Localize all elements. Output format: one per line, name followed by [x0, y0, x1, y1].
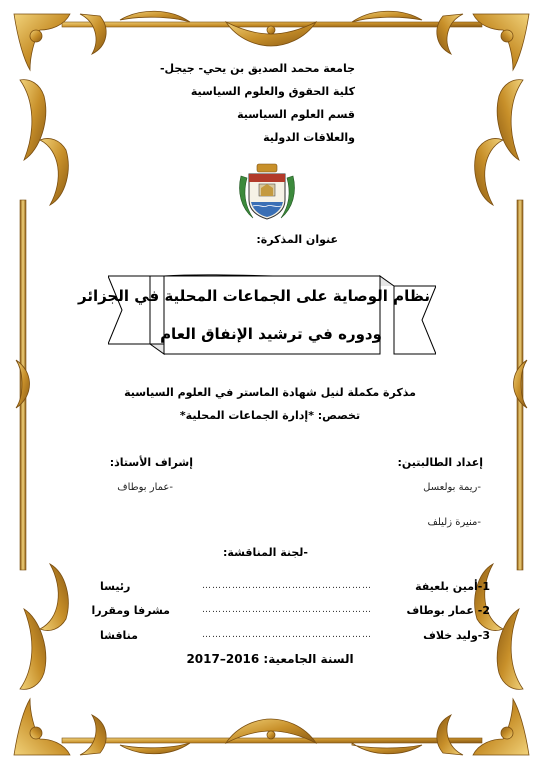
corner-ornament-top-right	[437, 14, 529, 205]
department-name-line2: والعلاقات الدولية	[263, 131, 355, 144]
jury-row	[100, 626, 490, 644]
university-name: جامعة محمد الصديق بن يحي- جيجل-	[159, 62, 355, 75]
jury-dots: ……………………………………………	[202, 605, 372, 615]
jury-row	[91, 601, 490, 619]
memo-title-line2: ودوره في ترشيد الإنفاق العام	[160, 325, 382, 343]
department-name: قسم العلوم السياسية	[237, 108, 355, 121]
right-mid-ornament	[514, 360, 528, 408]
institution-header	[159, 57, 355, 149]
jury-member-role: مشرفا ومقررا	[91, 603, 170, 617]
supervisor-name: -عمار بوطاف	[117, 482, 173, 493]
memo-purpose: مذكرة مكملة لنيل شهادة الماستر في العلوم السياسية	[124, 386, 416, 399]
student-name-1: -ريمة بولعسل	[423, 482, 481, 493]
memo-specialty: تخصص: *إدارة الجماعات المحلية*	[179, 409, 361, 422]
jury-member-role: مناقشا	[100, 628, 138, 642]
supervisor-label: إشراف الأستاذ:	[109, 456, 193, 469]
title-ribbon	[77, 272, 436, 359]
academic-year: السنة الجامعية: 2016–2017	[186, 652, 354, 666]
corner-ornament-top-left	[14, 14, 106, 205]
faculty-name: كلية الحقوق والعلوم السياسية	[190, 85, 355, 98]
jury-member-name: 1-أمين بلعيفة	[415, 579, 490, 593]
jury-dots: ……………………………………………	[202, 581, 372, 591]
left-mid-ornament	[16, 360, 30, 408]
memo-title-label: عنوان المذكرة:	[256, 233, 338, 246]
jury-member-name: 3-وليد خلاف	[423, 628, 490, 642]
jury-member-name: 2- عمار بوطاف	[406, 603, 490, 617]
jury-dots: ……………………………………………	[202, 630, 372, 640]
memo-title-line1: نظام الوصاية على الجماعات المحلية في الجزائر	[77, 287, 430, 305]
jury-label: -لجنة المناقشة:	[223, 546, 308, 559]
jury-row	[100, 577, 490, 595]
student-name-2: -منيرة زليلف	[427, 517, 481, 528]
students-label: إعداد الطالبتين:	[397, 456, 483, 469]
jury-member-role: رئيسا	[100, 579, 131, 593]
bottom-ornament	[120, 719, 422, 754]
university-emblem	[235, 162, 299, 224]
top-ornament	[120, 11, 422, 46]
